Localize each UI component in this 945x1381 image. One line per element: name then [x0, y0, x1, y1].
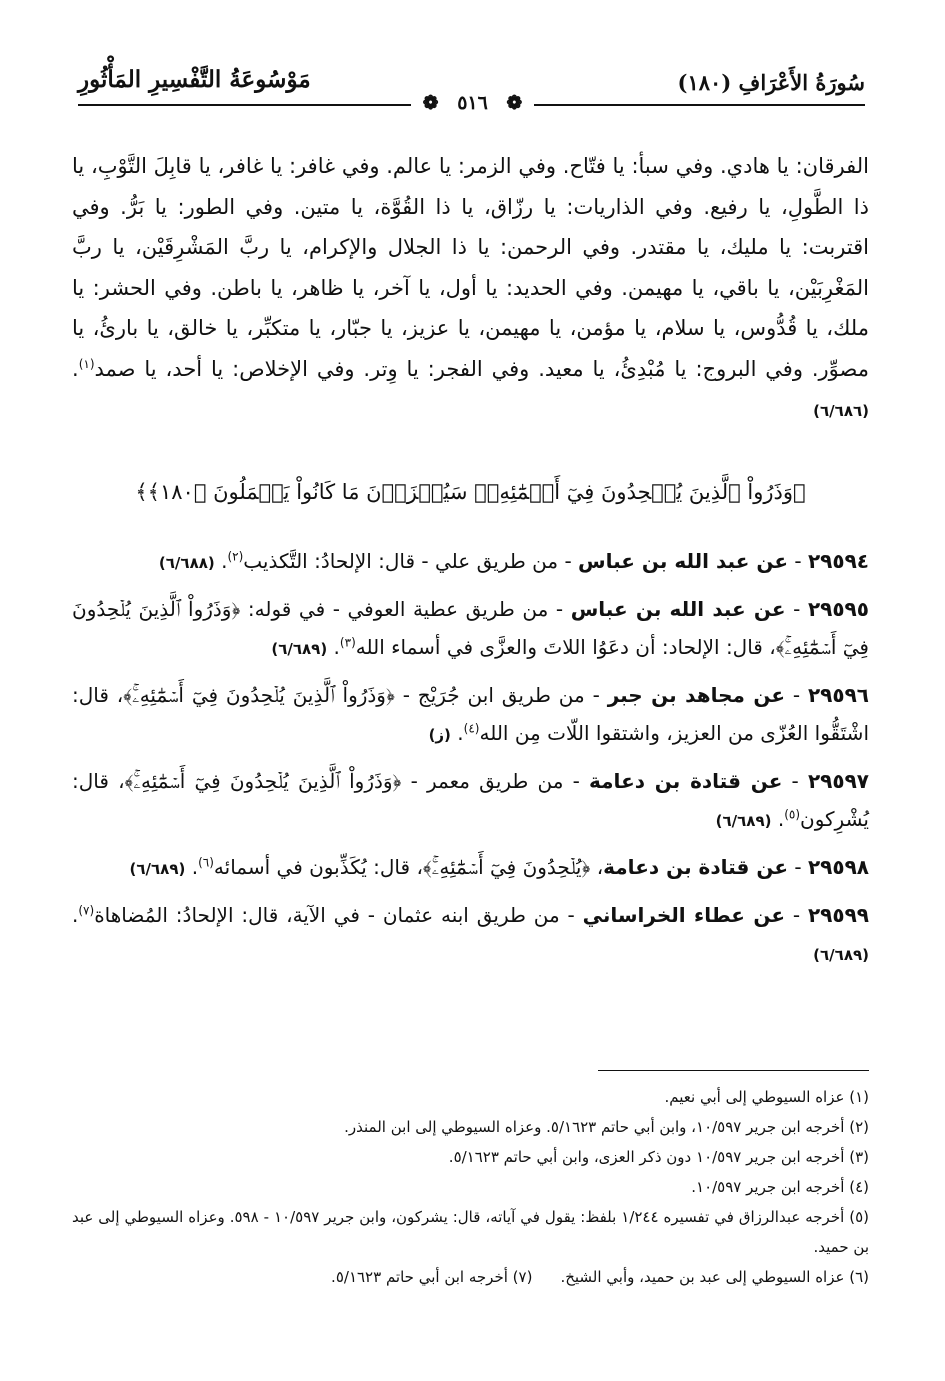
volume-ref: (ز): [428, 725, 451, 744]
footnote-marker: (٥): [784, 806, 801, 821]
entry-number: ٢٩٥٩٦: [807, 682, 870, 707]
quran-quote: ﴿يُلۡحِدُونَ فِيٓ أَسۡمَٰٓئِهِۦۚ﴾: [422, 854, 591, 879]
narration-entry: [72, 762, 869, 840]
volume-ref: (٦/٦٨٩): [813, 945, 869, 964]
entry-number: ٢٩٥٩٥: [807, 596, 869, 621]
surah-title: سُورَةُ الأَعْرَافِ (١٨٠): [677, 70, 865, 95]
dash: -: [782, 768, 808, 793]
period: .: [771, 806, 785, 831]
narrator: عن قتادة بن دعامة: [603, 854, 789, 879]
dash: -: [785, 596, 808, 621]
narration-entry: [72, 848, 869, 888]
saying-text: ، قال: يُكَذِّبون في أسمائه: [213, 854, 423, 879]
chain-text: - من طريق ابنه عثمان - في الآية، قال: الإلحادُ: المُضاهاة: [94, 902, 583, 927]
volume-ref: (٦/٦٨٩): [271, 639, 328, 658]
quran-quote: ﴿وَذَرُواْ ٱلَّذِينَ يُلۡحِدُونَ فِيٓ أَسۡمَٰٓئِهِۦۚ﴾: [123, 682, 395, 707]
footnote-marker: (٤): [463, 720, 480, 735]
volume-ref: (٦/٦٨٦): [813, 402, 869, 420]
footnotes: [72, 1082, 869, 1292]
main-content: [72, 146, 869, 982]
chain-text: - من طريق معمر -: [401, 768, 590, 793]
dash: -: [788, 854, 808, 879]
narrator: عن عبد الله بن عباس: [570, 596, 786, 621]
quran-quote: ﴿وَذَرُواْ ٱلَّذِينَ يُلۡحِدُونَ فِيٓ أَسۡمَٰٓئِهِۦۚ﴾: [124, 768, 402, 793]
entry-number: ٢٩٥٩٨: [807, 854, 869, 879]
intro-paragraph: الفرقان: يا هادي. وفي سبأ: يا فتّاح. وفي الزمر: يا عالم. وفي غافر: يا غافر، يا قابِلَ التَّوْبِ، يا ذا الطَّولِ، يا رفيع. وفي الذاريات: يا رزّاق، يا ذا القُوَّة، يا متين. وفي الطور: يا بَرُّ. وفي اقتربت: يا مليك، يا مقتدر. وفي الرحمن: يا ذا الجلال والإكرام، يا ربَّ المَشْرِقَيْن، يا ربَّ المَغْرِبَيْن، يا باقي، يا مهيمن. وفي الحديد: يا أول، يا آخر، يا ظاهر، يا باطن. وفي الحشر: يا ملك، يا قُدُّوس، يا سلام، يا مؤمن، يا مهيمن، يا عزيز، يا جبّار، يا متكبِّر، يا خالق، يا بارئُ، يا مصوِّر. وفي البروج: يا مُبْدِئُ، يا معيد. وفي الفجر: يا وِتر. وفي الإخلاص: يا أحد، يا صمد$^{(١)}$. (٦/٦٨٦): [72, 154, 869, 420]
saying-text: ، قال: الإلحاد: أن دعَوُا اللاتَ والعزَّى في أسماء الله: [355, 634, 776, 659]
chain-text: - من طريق ابن جُرَيْج -: [394, 682, 608, 707]
narrator: عن عبد الله بن عباس: [578, 548, 789, 573]
narrator: عن قتادة بن دعامة: [589, 768, 783, 793]
volume-ref: (٦/٦٨٩): [129, 859, 186, 878]
dash: -: [785, 682, 808, 707]
chain-text: - من طريق عطية العوفي - في قوله:: [240, 596, 571, 621]
narrations-list: [72, 542, 869, 974]
page-number-value: ٥١٦: [445, 92, 500, 114]
entry-number: ٢٩٥٩٤: [807, 548, 869, 573]
saying-text: ، قال: يُشْرِكون: [72, 768, 869, 831]
period: .: [327, 634, 340, 659]
footnote-6: (٦) عزاه السيوطي إلى عبد بن حميد، وأبي الشيخ.: [560, 1268, 869, 1286]
narration-entry: [72, 676, 869, 754]
book-title: مَوْسُوعَةُ التَّفْسِيرِ المَأْثُورِ: [78, 66, 311, 93]
footnote-4: (٤) أخرجه ابن جرير ١٠/٥٩٧.: [691, 1178, 869, 1196]
footnote-1: (١) عزاه السيوطي إلى أبي نعيم.: [664, 1088, 869, 1106]
period: .: [214, 548, 228, 573]
volume-ref: (٦/٦٨٨): [158, 553, 215, 572]
footnote-2: (٢) أخرجه ابن جرير ١٠/٥٩٧، وابن أبي حاتم ٥/١٦٢٣. وعزاه السيوطي إلى ابن المنذر.: [344, 1118, 869, 1136]
page-number: ❁ ٥١٦ ❁: [0, 92, 945, 114]
period: .: [450, 720, 464, 745]
footnote-rule: [598, 1070, 869, 1071]
narration-entry: [72, 542, 869, 582]
dash: -: [785, 902, 808, 927]
footnote-marker: (٣): [339, 634, 356, 649]
quran-quote: ﴿وَذَرُواْ ٱلَّذِينَ يُلۡحِدُونَ فِيٓ أَسۡمَٰٓئِهِۦۚ﴾: [72, 596, 869, 659]
saying-text: ، قال: اشْتَقُّوا العُزّى من العزيز، واشتقوا اللّات مِن الله: [72, 682, 869, 745]
period: .: [72, 902, 79, 927]
footnote-3: (٣) أخرجه ابن جرير ١٠/٥٩٧ دون ذكر العزى، وابن أبي حاتم ٥/١٦٢٣.: [448, 1148, 869, 1166]
narrator: عن عطاء الخراساني: [582, 902, 786, 927]
chain-text: - من طريق علي - قال: الإلحادُ: التَّكذيب: [243, 548, 579, 573]
volume-ref: (٦/٦٨٩): [715, 811, 772, 830]
period: .: [185, 854, 199, 879]
quran-verse: ﴿وَذَرُواْ ٱلَّذِينَ يُلۡحِدُونَ فِيٓ أَسۡمَٰٓئِهِۦۚ سَيُجۡزَوۡنَ مَا كَانُواْ يَعۡمَلُونَ ﴿١٨٠﴾﴾: [135, 479, 806, 504]
narration-entry: [72, 590, 869, 668]
footnote-marker: (٦): [198, 854, 214, 869]
entry-number: ٢٩٥٩٧: [807, 768, 869, 793]
footnote-marker: (١): [78, 356, 95, 371]
narration-entry: [72, 896, 869, 974]
dash: -: [788, 548, 808, 573]
footnote-5: (٥) أخرجه عبدالرزاق في تفسيره ١/٢٤٤ بلفظ: يقول في آياته، قال: يشركون، وابن جرير ١٠/٥٩٧ - ٥٩٨. وعزاه السيوطي إلى عبد بن حميد.: [72, 1208, 870, 1256]
intro-text: الفرقان: يا هادي. وفي سبأ: يا فتّاح. وفي الزمر: يا عالم. وفي غافر: يا غافر، يا قابِلَ التَّوْبِ، يا ذا الطَّولِ، يا رفيع. وفي الذاريات: يا رزّاق، يا ذا القُوَّة، يا متين. وفي الطور: يا بَرُّ. وفي اقتربت: يا مليك، يا مقتدر. وفي الرحمن: يا ذا الجلال والإكرام، يا ربَّ المَشْرِقَيْن، يا ربَّ المَغْرِبَيْن، يا باقي، يا مهيمن. وفي الحديد: يا أول، يا آخر، يا ظاهر، يا باطن. وفي الحشر: يا ملك، يا قُدُّوس، يا سلام، يا مؤمن، يا مهيمن، يا عزيز، يا جبّار، يا متكبِّر، يا خالق، يا بارئُ، يا مصوِّر. وفي البروج: يا مُبْدِئُ، يا معيد. وفي الفجر: يا وِتر. وفي الإخلاص: يا أحد، يا صمد: [72, 154, 869, 381]
footnote-row: [72, 1262, 869, 1292]
entry-number: ٢٩٥٩٩: [807, 902, 870, 927]
narrator: عن مجاهد بن جبر: [607, 682, 786, 707]
footnote-7: (٧) أخرجه ابن أبي حاتم ٥/١٦٢٣.: [331, 1268, 533, 1286]
footnote-marker: (٢): [227, 548, 244, 563]
chain-text: ،: [590, 854, 604, 879]
footnote-marker: (٧): [78, 902, 95, 917]
